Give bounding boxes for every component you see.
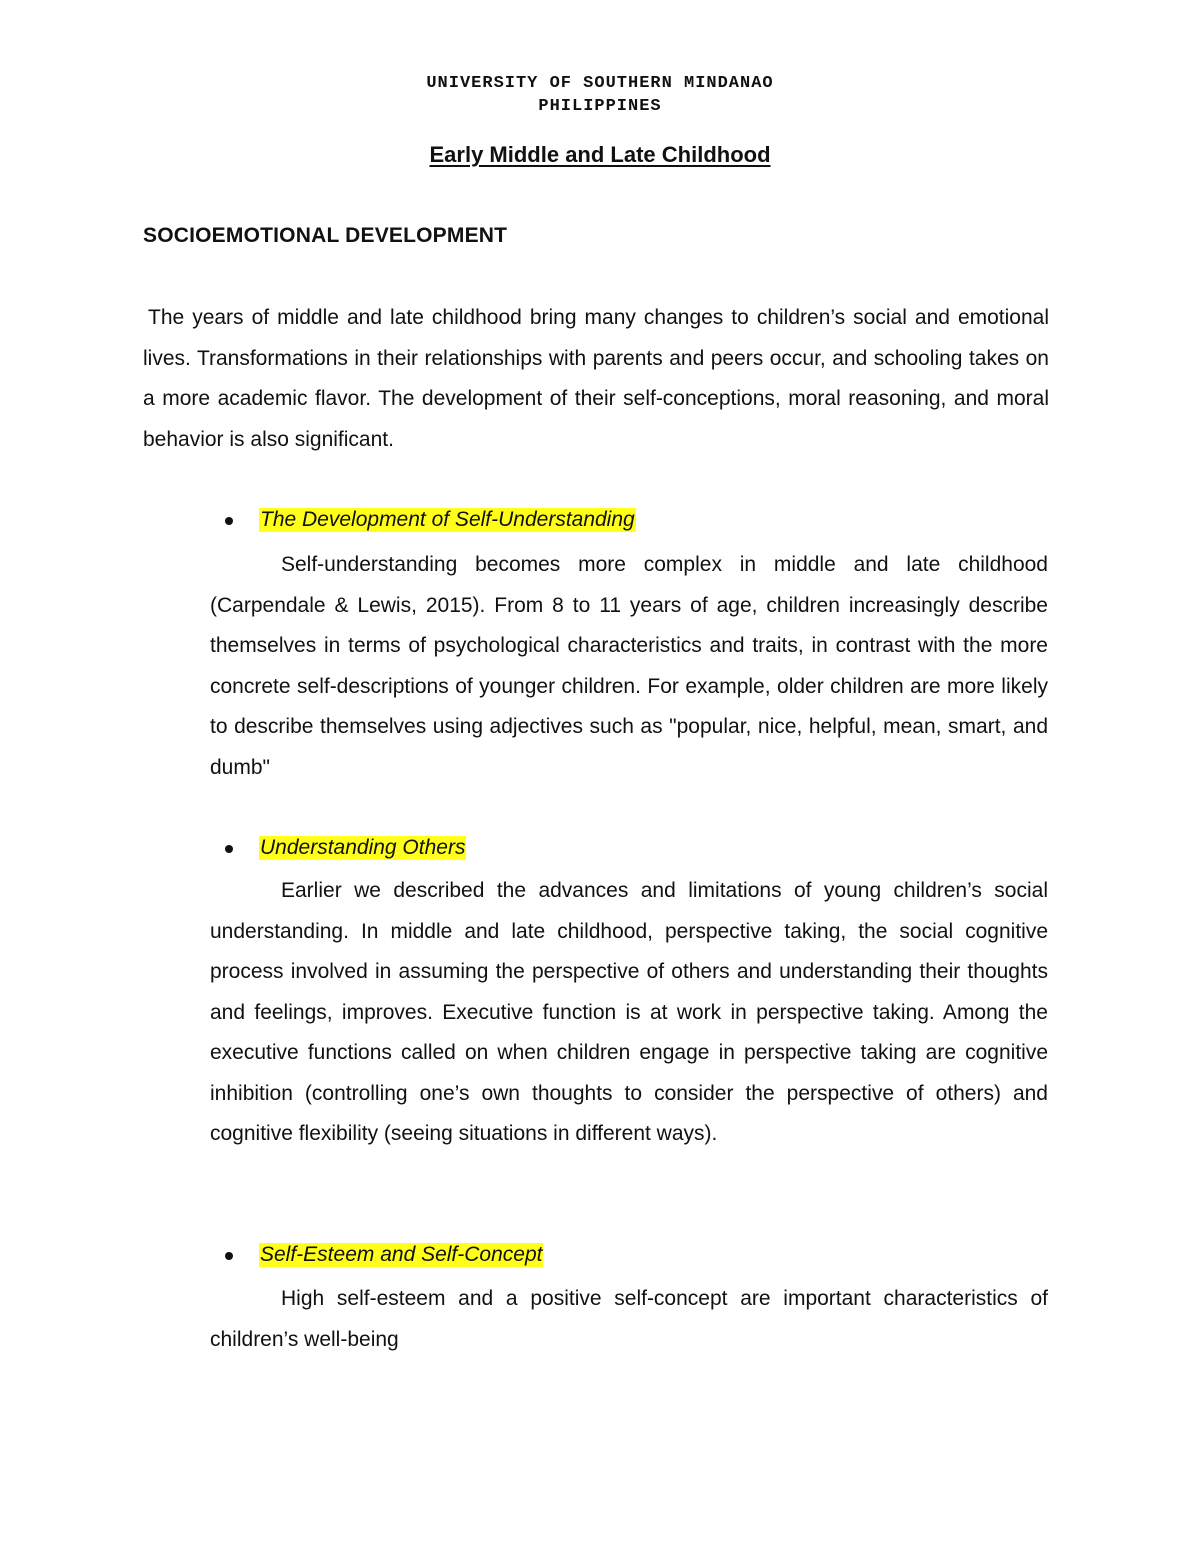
bullet-body-self-esteem: High self-esteem and a positive self-concept are important characteristics of children’s well-being	[210, 1287, 1048, 1351]
intro-paragraph: The years of middle and late childhood bring many changes to children’s social and emotional lives. Transformations in their relationships with parents and peers occur, and schooling takes on a more academic flavor. The development of their self-conceptions, moral reasoning, and moral behavior is also significant.	[143, 306, 1049, 451]
bullet-icon	[225, 1252, 233, 1260]
highlighted-heading: Understanding Others	[260, 836, 466, 859]
bullet-heading-self-understanding	[225, 508, 636, 532]
bullet-icon	[225, 845, 233, 853]
bullet-heading-understanding-others	[225, 836, 466, 860]
country-name: PHILIPPINES	[538, 97, 662, 116]
bullet-icon	[225, 517, 233, 525]
document-title: Early Middle and Late Childhood	[429, 142, 771, 167]
bullet-heading-self-esteem	[225, 1243, 543, 1267]
section-heading: SOCIOEMOTIONAL DEVELOPMENT	[143, 224, 508, 247]
highlighted-heading: The Development of Self-Understanding	[260, 508, 635, 531]
bullet-body-self-understanding: Self-understanding becomes more complex in middle and late childhood (Carpendale & Lewis, 2015). From 8 to 11 years of age, children increasingly describe themselves in terms of psychological characteristics and traits, in contrast with the more concrete self-descriptions of younger children. For example, older children are more likely to describe themselves using adjectives such as "popular, nice, helpful, mean, smart, and dumb"	[210, 553, 1048, 779]
university-name: UNIVERSITY OF SOUTHERN MINDANAO	[426, 74, 774, 93]
highlighted-heading: Self-Esteem and Self-Concept	[260, 1243, 543, 1266]
bullet-body-understanding-others: Earlier we described the advances and limitations of young children’s social understanding. In middle and late childhood, perspective taking, the social cognitive process involved in assuming the perspective of others and understanding their thoughts and feelings, improves. Executive function is at work in perspective taking. Among the executive functions called on when children engage in perspective taking are cognitive inhibition (controlling one’s own thoughts to consider the perspective of others) and cognitive flexibility (seeing situations in different ways).	[210, 879, 1048, 1145]
